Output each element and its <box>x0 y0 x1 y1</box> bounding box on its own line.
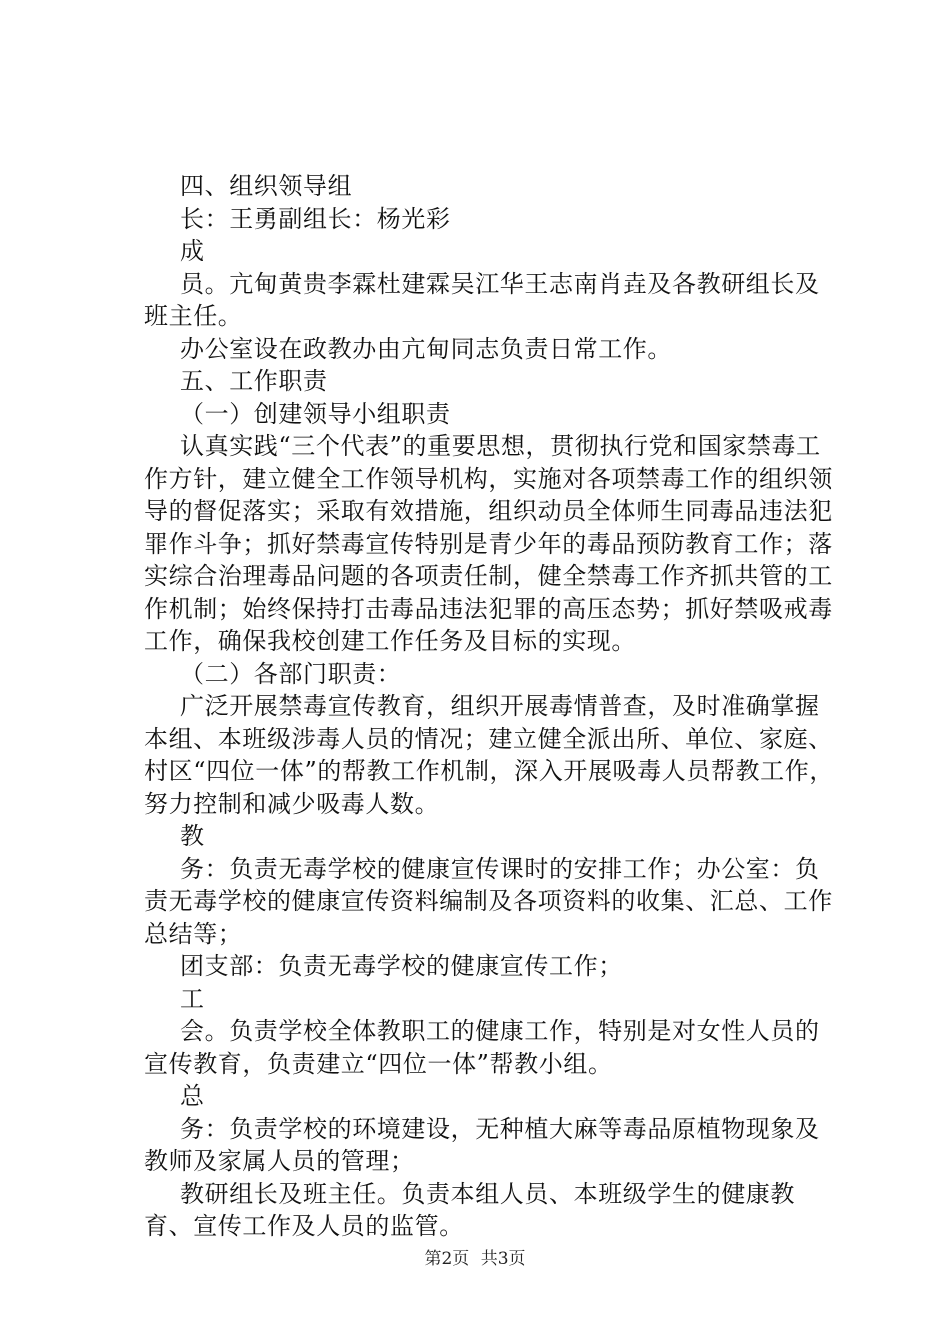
members-label: 成 <box>180 237 205 265</box>
page-footer <box>0 1244 950 1269</box>
page-number-total: 共3页 <box>480 1249 526 1269</box>
office-paragraph: 办公室设在政教办由亢甸同志负责日常工作。 <box>180 334 672 363</box>
leadership-duties-paragraph: 认真实践“三个代表”的重要思想，贯彻执行党和国家禁毒工作方针，建立健全工作领导机构，实施对各项禁毒工作的组织领导的督促落实；采取有效措施，组织动员全体师生同毒品违法犯罪作斗争；抓好禁毒宣传特别是青少年的毒品预防教育工作；落实综合治理毒品问题的各项责任制，健全禁毒工作齐抓共管的工作机制；始终保持打击毒品违法犯罪的高压态势；抓好禁吸戒毒工作，确保我校创建工作任务及目标的实现。 <box>144 432 833 655</box>
section-heading-organization: 四、组织领导组 <box>180 172 353 200</box>
document-body <box>144 170 844 1243</box>
section-heading-duties: 五、工作职责 <box>180 367 328 395</box>
subheading-leadership-duties: （一）创建领导小组职责 <box>180 399 451 428</box>
department-duties-paragraph: 广泛开展禁毒宣传教育，组织开展毒情普查，及时准确掌握本组、本班级涉毒人员的情况；建立健全派出所、单位、家庭、村区“四位一体”的帮教工作机制，深入开展吸毒人员帮教工作，努力控制和减少吸毒人数。 <box>144 692 834 818</box>
youth-league-paragraph: 团支部：负责无毒学校的健康宣传工作； <box>180 952 623 980</box>
general-affairs-paragraph: 务：负责学校的环境建设，无种植大麻等毒品原植物现象及教师及家属人员的管理； <box>144 1114 820 1175</box>
team-leader-line: 长：王勇副组长：杨光彩 <box>180 204 451 233</box>
page-number-current: 第2页 <box>424 1249 470 1269</box>
group-leaders-paragraph: 教研组长及班主任。负责本组人员、本班级学生的健康教育、宣传工作及人员的监管。 <box>144 1179 795 1240</box>
general-affairs-label: 总 <box>180 1082 205 1110</box>
subheading-department-duties: （二）各部门职责： <box>180 659 402 688</box>
teaching-office-paragraph: 务：负责无毒学校的健康宣传课时的安排工作；办公室：负责无毒学校的健康宣传资料编制及各项资料的收集、汇总、工作总结等； <box>144 854 833 948</box>
union-label: 工 <box>180 984 205 1013</box>
members-paragraph: 员。亢甸黄贵李霖杜建霖吴江华王志南肖垚及各教研组长及班主任。 <box>144 269 820 330</box>
union-paragraph: 会。负责学校全体教职工的健康工作，特别是对女性人员的宣传教育，负责建立“四位一体”帮教小组。 <box>144 1017 820 1078</box>
teaching-label: 教 <box>180 822 205 850</box>
